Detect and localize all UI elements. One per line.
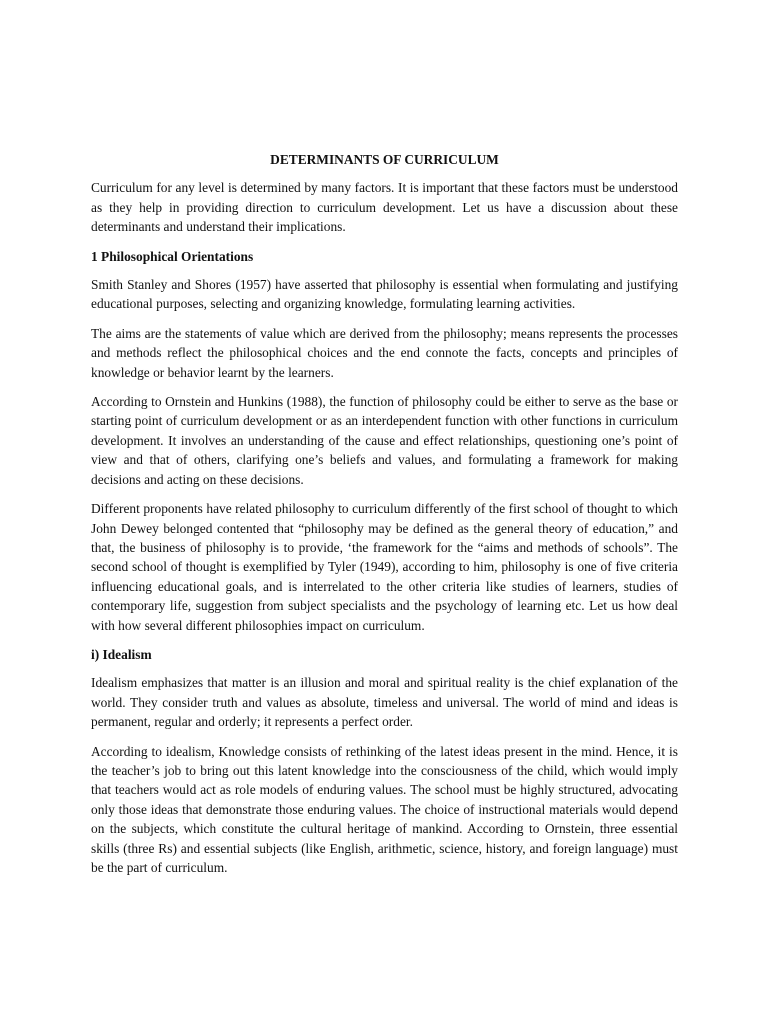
intro-paragraph: Curriculum for any level is determined by many factors. It is important that these factors must be understood as they help in providing direction to curriculum development. Let us have a discussion about these determinants and understand their implications. (91, 180, 678, 235)
paragraph-aims: The aims are the statements of value which are derived from the philosophy; means represents the processes and methods reflect the philosophical choices and the end connote the facts, concepts and principles of knowledge or behavior learnt by the learners. (91, 325, 678, 380)
paragraph-according-to-idealism: According to idealism, Knowledge consists of rethinking of the latest ideas present in the mind. Hence, it is the teacher’s job to bring out this latent knowledge into the consciousness of the child, which would imply that teachers would act as role models of enduring values. The school must be highly structured, advocating only those ideas that demonstrate those enduring values. The choice of instructional materials would depend on the subjects, which constitute the cultural heritage of mankind. According to Ornstein, three essential skills (three Rs) and essential subjects (like English, arithmetic, science, history, and foreign language) must be the part of curriculum. (91, 743, 678, 875)
document-page (91, 150, 678, 887)
paragraph-smith-stanley: Smith Stanley and Shores (1957) have asserted that philosophy is essential when formulating and justifying educational purposes, selecting and organizing knowledge, formulating learning activities. (91, 277, 678, 312)
section-heading-philosophical-orientations: 1 Philosophical Orientations (91, 248, 254, 264)
section-heading-idealism: i) Idealism (91, 646, 152, 662)
paragraph-ornstein-hunkins: According to Ornstein and Hunkins (1988), the function of philosophy could be either to serve as the base or starting point of curriculum development or as an interdependent function with other functions in curriculum development. It involves an understanding of the cause and effect relationships, questioning one’s point of view and that of others, clarifying one’s beliefs and values, and formulating a framework for making decisions and acting on these decisions. (91, 394, 678, 487)
paragraph-idealism-emphasizes: Idealism emphasizes that matter is an illusion and moral and spiritual reality is the chief explanation of the world. They consider truth and values as absolute, timeless and universal. The world of mind and ideas is permanent, regular and orderly; it represents a perfect order. (91, 675, 678, 730)
paragraph-different-proponents: Different proponents have related philosophy to curriculum differently of the first school of thought to which John Dewey belonged contented that “philosophy may be defined as the general theory of education,” and that, the business of philosophy is to provide, ‘the framework for the “aims and methods of schools”. The second school of thought is exemplified by Tyler (1949), according to him, philosophy is one of five criteria influencing educational goals, and is interrelated to the other criteria like studies of learners, studies of contemporary life, suggestion from subject specialists and the psychology of learning etc. Let us how deal with how several different philosophies impact on curriculum. (91, 501, 678, 633)
document-title: DETERMINANTS OF CURRICULUM (270, 152, 499, 167)
